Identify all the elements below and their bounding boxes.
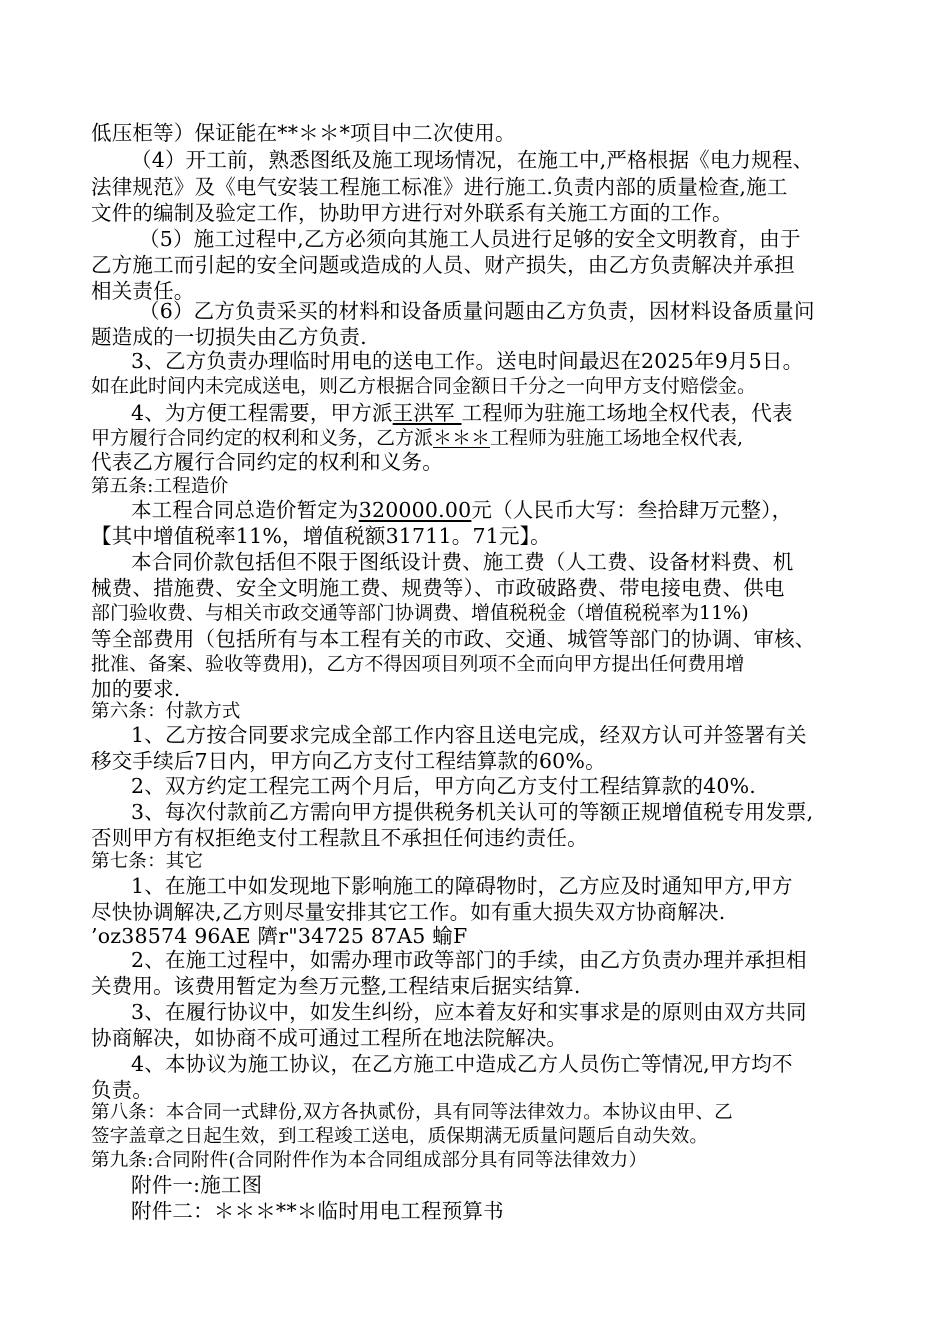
- attachment-item: 附件一:施工图: [131, 1173, 263, 1197]
- paragraph-line: 械费、措施费、安全文明施工费、规费等）、市政破路费、带电接电费、供电: [91, 576, 785, 600]
- paragraph-line: [131, 400, 793, 426]
- paragraph-line: 2、在施工过程中，如需办理市政等部门的手续，由乙方负责办理并承担相: [131, 948, 807, 972]
- attachment-item: 附件二：＊＊＊**＊临时用电工程预算书: [131, 1199, 504, 1223]
- paragraph-line: 4、本协议为施工协议，在乙方施工中造成乙方人员伤亡等情况,甲方均不: [131, 1052, 793, 1076]
- paragraph-line: 乙方施工而引起的安全问题或造成的人员、财产损失，由乙方负责解决并承担: [91, 253, 795, 277]
- paragraph-line: 3、乙方负责办理临时用电的送电工作。送电时间最迟在2025年9月5日。: [131, 349, 804, 373]
- line-text: 4、为方便工程需要，甲方派: [131, 401, 393, 425]
- section-heading: 第六条：付款方式: [91, 701, 241, 722]
- line-text: 工程师为驻施工场地全权代表,: [490, 427, 744, 449]
- paragraph-line: 批准、备案、验收等费用)，乙方不得因项目列项不全而向甲方提出任何费用增: [91, 653, 745, 675]
- paragraph-line: [131, 497, 792, 523]
- line-text: 工程师为驻施工场地全权代表，代表: [461, 401, 793, 425]
- paragraph-line: 负责。: [91, 1078, 154, 1102]
- line-text: 本工程合同总造价暂定为: [131, 498, 359, 522]
- contract-price: 320000.00: [358, 498, 472, 522]
- paragraph-line: 等全部费用（包括所有与本工程有关的市政、交通、城管等部门的协调、审核、: [91, 627, 816, 651]
- paragraph-line: [91, 425, 743, 451]
- paragraph-line: 加的要求.: [91, 677, 181, 701]
- paragraph-line: 3、在履行协议中，如发生纠纷，应本着友好和实事求是的原则由双方共同: [131, 1000, 807, 1024]
- line-text: 元（人民币大写：叁拾肆万元整），: [471, 498, 793, 522]
- line-text: 甲方履行合同约定的权利和义务，乙方派: [91, 427, 434, 449]
- paragraph-line: 2、双方约定工程完工两个月后，甲方向乙方支付工程结算款的40%.: [131, 774, 757, 798]
- paragraph-line: 尽快协调解决,乙方则尽量安排其它工作。如有重大损失双方协商解决.: [91, 900, 726, 924]
- party-b-representative: ＊＊＊: [433, 427, 491, 449]
- paragraph-line: 法律规范》及《电气安装工程施工标准》进行施工.负责内部的质量检查,施工: [91, 175, 788, 199]
- paragraph-line: 3、每次付款前乙方需向甲方提供税务机关认可的等额正规增值税专用发票,: [131, 800, 814, 824]
- paragraph-line: 签字盖章之日起生效，到工程竣工送电，质保期满无质量问题后自动失效。: [91, 1126, 709, 1147]
- paragraph-line: 协商解决，如协商不成可通过工程所在地法院解决。: [91, 1026, 568, 1050]
- paragraph-line: 题造成的一切损失由乙方负责.: [91, 325, 367, 349]
- paragraph-line: 否则甲方有权拒绝支付工程款且不承担任何违约责任。: [91, 826, 588, 850]
- paragraph-line: 1、在施工中如发现地下影响施工的障碍物时，乙方应及时通知甲方,甲方: [131, 874, 793, 898]
- paragraph-line: 部门验收费、与相关市政交通等部门协调费、增值税税金（增值税税率为11%): [91, 602, 749, 624]
- section-heading: 第九条:合同附件(合同附件作为本合同组成部分具有同等法律效力）: [91, 1150, 648, 1171]
- section-heading: 第七条：其它: [91, 851, 204, 872]
- paragraph-line: （6）乙方负责采买的材料和设备质量问题由乙方负责，因材料设备质量问: [139, 299, 815, 323]
- paragraph-line: 低压柜等）保证能在**＊＊*项目中二次使用。: [91, 121, 516, 145]
- paragraph-line: 代表乙方履行合同约定的权利和义务。: [91, 450, 443, 474]
- paragraph-line: 如在此时间内未完成送电，则乙方根据合同金额日千分之一向甲方支付赔偿金。: [91, 375, 757, 397]
- paragraph-line: 【其中增值税率11%，增值税额31711。71元】。: [91, 524, 551, 548]
- paragraph-line: （4）开工前，熟悉图纸及施工现场情况，在施工中,严格根据《电力规程、: [131, 148, 814, 172]
- paragraph-line: 关费用。该费用暂定为叁万元整,工程结束后据实结算.: [91, 974, 581, 998]
- garbled-line: ’oz38574 96AE 隮r"34725 87A5 蝓F: [91, 924, 468, 948]
- paragraph-line: 相关责任。: [91, 279, 195, 303]
- paragraph-line: 移交手续后7日内，甲方向乙方支付工程结算款的60%。: [91, 749, 606, 773]
- section-heading: 第五条:工程造价: [91, 476, 229, 497]
- paragraph-line: 文件的编制及验定工作，协助甲方进行对外联系有关施工方面的工作。: [91, 201, 733, 225]
- paragraph-line: （5）施工过程中,乙方必须向其施工人员进行足够的安全文明教育，由于: [139, 227, 801, 251]
- party-a-representative: 王洪军: [392, 401, 462, 425]
- paragraph-line: 1、乙方按合同要求完成全部工作内容且送电完成，经双方认可并签署有关: [131, 723, 807, 747]
- section-heading: 第八条：本合同一式肆份,双方各执贰份，具有同等法律效力。本协议由甲、乙: [91, 1102, 733, 1123]
- paragraph-line: 本合同价款包括但不限于图纸设计费、施工费（人工费、设备材料费、机: [131, 550, 794, 574]
